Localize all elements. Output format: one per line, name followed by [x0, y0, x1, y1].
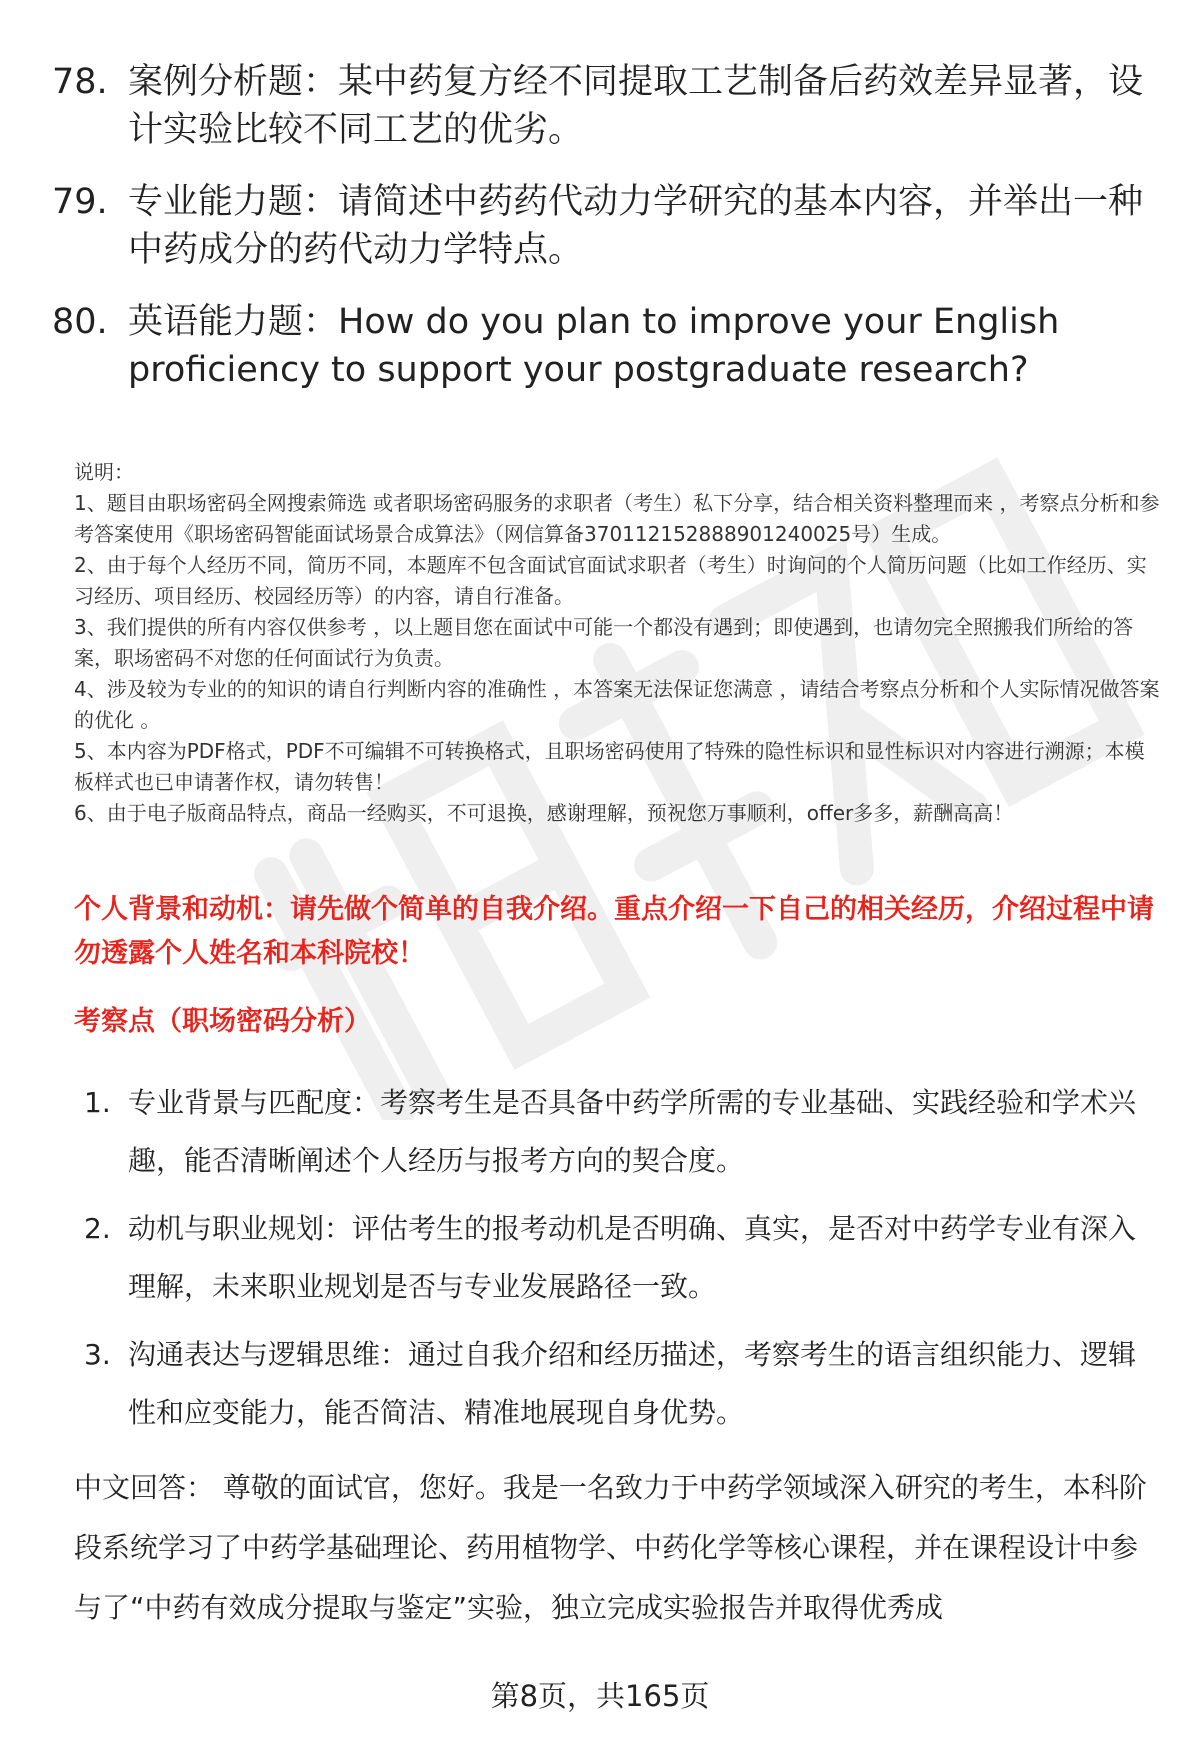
question-number: 78.: [52, 62, 108, 102]
question-text: 英语能力题：How do you plan to improve your English proficiency to support your postgraduate research?: [128, 302, 1060, 390]
section-subheading: 考察点（职场密码分析）: [74, 1006, 371, 1037]
assessment-points: [84, 1074, 1164, 1452]
note-item: 6、由于电子版商品特点，商品一经购买，不可退换，感谢理解，预祝您万事顺利，offer多多，薪酬高高！: [74, 801, 1014, 825]
point-text: 专业背景与匹配度：考察考生是否具备中药学所需的专业基础、实践经验和学术兴趣，能否清晰阐述个人经历与报考方向的契合度。: [128, 1086, 1137, 1177]
question-text: 案例分析题：某中药复方经不同提取工艺制备后药效差异显著，设计实验比较不同工艺的优劣。: [128, 62, 1144, 150]
question-number: 80.: [52, 302, 108, 342]
question-item: [52, 178, 1162, 274]
point-text: 沟通表达与逻辑思维：通过自我介绍和经历描述，考察考生的语言组织能力、逻辑性和应变能力，能否简洁、精准地展现自身优势。: [128, 1338, 1137, 1429]
note-item: 3、我们提供的所有内容仅供参考 ，以上题目您在面试中可能一个都没有遇到；即使遇到，也请勿完全照搬我们所给的答案，职场密码不对您的任何面试行为负责。: [74, 615, 1134, 670]
point-number: 2.: [84, 1212, 111, 1245]
question-item: [52, 298, 1162, 394]
question-list: [52, 58, 1162, 418]
list-item: [84, 1326, 1164, 1442]
section-heading: 个人背景和动机：请先做个简单的自我介绍。重点介绍一下自己的相关经历，介绍过程中请勿透露个人姓名和本科院校！: [74, 894, 1154, 969]
page-number: 第8页，共165页: [490, 1679, 710, 1713]
question-text: 专业能力题：请简述中药药代动力学研究的基本内容，并举出一种中药成分的药代动力学特点。: [128, 182, 1144, 270]
note-item: 1、题目由职场密码全网搜索筛选 或者职场密码服务的求职者（考生）私下分享，结合相关资料整理而来 ，考察点分析和参考答案使用《职场密码智能面试场景合成算法》（网信算备370112152888901240025号）生成。: [74, 491, 1160, 546]
note-item: 2、由于每个人经历不同，简历不同，本题库不包含面试官面试求职者（考生）时询问的个人简历问题（比如工作经历、实习经历、项目经历、校园经历等）的内容，请自行准备。: [74, 553, 1147, 608]
note-item: 5、本内容为PDF格式，PDF不可编辑不可转换格式，且职场密码使用了特殊的隐性标识和显性标识对内容进行溯源；本模板样式也已申请著作权，请勿转售！: [74, 739, 1145, 794]
list-item: [84, 1200, 1164, 1316]
answer-paragraph: 中文回答： 尊敬的面试官，您好。我是一名致力于中药学领域深入研究的考生，本科阶段系统学习了中药学基础理论、药用植物学、中药化学等核心课程，并在课程设计中参与了“中药有效成分提取与鉴定”实验，独立完成实验报告并取得优秀成: [74, 1471, 1147, 1624]
point-number: 3.: [84, 1338, 111, 1371]
point-number: 1.: [84, 1086, 111, 1119]
question-item: [52, 58, 1162, 154]
note-item: 4、涉及较为专业的的知识的请自行判断内容的准确性 ，本答案无法保证您满意 ，请结合考察点分析和个人实际情况做答案的优化 。: [74, 677, 1160, 732]
question-number: 79.: [52, 182, 108, 222]
point-text: 动机与职业规划：评估考生的报考动机是否明确、真实，是否对中药学专业有深入理解，未来职业规划是否与专业发展路径一致。: [128, 1212, 1137, 1303]
notes-title: 说明：: [74, 460, 134, 484]
notes-block: [74, 457, 1164, 829]
list-item: [84, 1074, 1164, 1190]
